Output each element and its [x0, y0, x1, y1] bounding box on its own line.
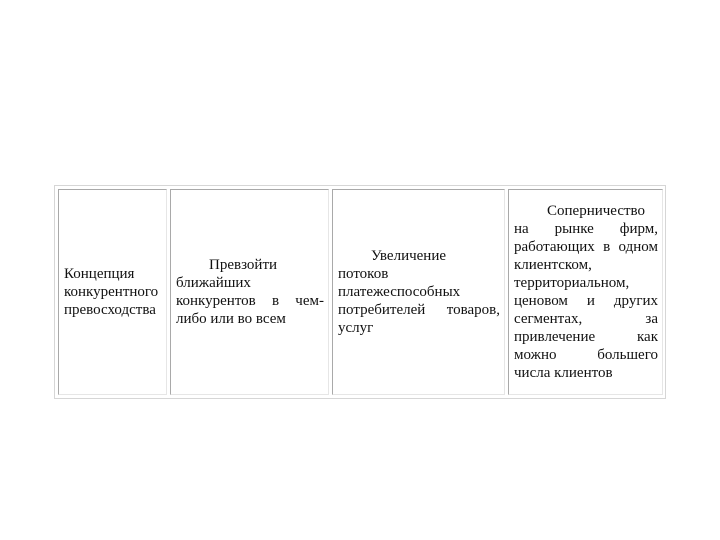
result-text: Увеличение потоков платежеспособных потребителей товаров, услуг — [338, 248, 500, 336]
table-cell-concept — [58, 189, 167, 395]
description-text: Соперничество на рынке фирм, работающих в одном клиентском, территориальном, ценовом и других сегментах, за привлечение как можно большего числа клиентов — [514, 203, 658, 381]
concept-text: Концепция конкурентного превосходства — [64, 266, 159, 318]
table-cell-result — [332, 189, 505, 395]
goal-text: Превзойти ближайших конкурентов в чем-либо или во всем — [176, 257, 324, 327]
table-cell-description — [508, 189, 663, 395]
table-cell-goal — [170, 189, 329, 395]
concept-table — [54, 185, 666, 399]
